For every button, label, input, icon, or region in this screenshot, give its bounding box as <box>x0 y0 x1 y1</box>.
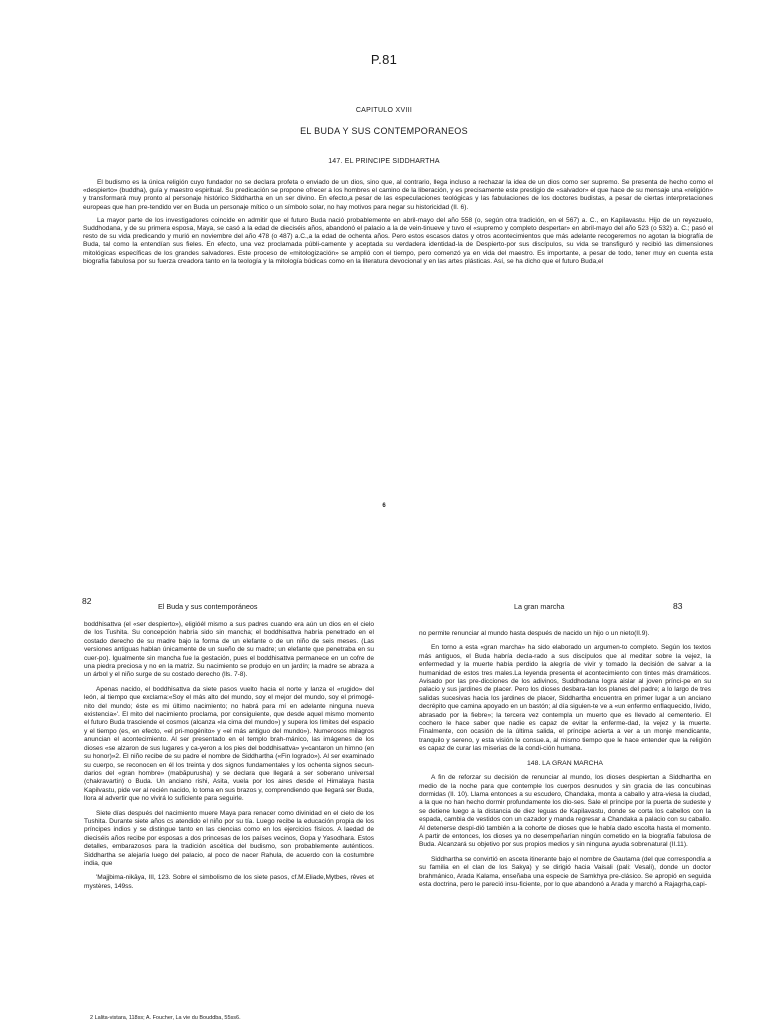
paragraph: El budismo es la única religión cuyo fundador no se declara profeta o enviado de un dios, sino que, al contrario, llega incluso a rechazar la idea de un dios como ser supremo. Se presenta de hecho como el «despierto» (buddha), guía y maestro espiritual. Su predicación se propone ofrecer a los hombres el camino de la liberación, y es precisamente este prestigio de «salvador» el que hace de su mensaje una «religión» y transformará muy pronto al personaje histórico Siddhartha en un ser divino. En efecto,a pesar de las especulaciones teológicas y las fabulaciones de los doctores budistas, a pesar de ciertas interpretaciones europeas que han pre-tendido ver en Buda un personaje mítico o un símbolo solar, no hay motivos para negar su historicidad (II. 6). <box>83 179 713 211</box>
top-body-text <box>83 179 713 271</box>
section-title: 148. LA GRAN MARCHA <box>527 759 603 767</box>
paragraph: Siete días después del nacimiento muere Maya para renacer como divinidad en el cielo de los Tushita. Durante siete años cs atendido el niño por su tía. Luego recibe la educación propia de los príncipes indios y se distingue tanto en las ciencias como en los ejercicios físicos. A laedad de dieciséis años recibe por esposas a dos princesas de los países vecinos, Gopa y Yasodhara. Estos detalles, embarazosos para la tradición ascética del budismo, son probablemente auténticos. Siddhartha se alejaría luego del palacio, al poco de nacer Rahula, de acuerdo con la costumbre india, que <box>84 809 374 867</box>
paragraph: La mayor parte de los investigadores coincide en admitir que el futuro Buda nació probablemente en abril-mayo del año 558 (o, según otra tradición, en el 567) a. C., en Kapilavastu. Hijo de un reyezuelo, Suddhodana, y de su primera esposa, Maya, se casó a la edad de dieciséis años, abandonó el palacio a la de vein-tinueve y tuvo el «supremo y completo despertar» en abril-mayo del año 523 (o 532) a. C.; pasó el resto de su vida predicando y murió en noviembre del año 478 (o 487) a.C.,a la edad de ochenta años. Pero estos escasos datos y otros acontecimientos que más adelante recogeremos no agotan la biografía de Buda, tal como la entendían sus fieles. En efecto, una vez proclamada públi-camente y aceptada su verdadera identidad-la de Despierto-por sus discípulos, su vida se transfiguró y recibió las dimensiones mitológicas específicas de los grandes salvadores. Este proceso de «mitologización» se amplió con el tiempo, pero comenzó ya en vida del maestro. Es importante, a pesar de todo, tener muy en cuenta esta biografía fabulosa por su fuerza creadora tanto en la teología y la mitología búdicas como en la literatura devocional y en las artes plásticas. Así, se ha dicho que el futuro Buda,el <box>83 216 713 265</box>
footnote-2: 2 Lalita-vistara, 118ss; A. Foucher, La vie du Bouddba, 55ss6. <box>90 1015 241 1021</box>
left-page-number: 82 <box>82 596 92 606</box>
paragraph: En torno a esta «gran marcha» ha sido elaborado un argumen-to completo. Según los textos más antiguos, el Buda habría decla-rado a sus discípulos que al meditar sobre la vejez, la enfermedad y la muerte había perdido la alegría de vivir y tomado la decisión de salvar a la humanidad de estos tres males.La leyenda presenta el acontecimiento con tintes más dramáticos. Avisado por las pre-dicciones de los adivinos, Suddhodana logra aislar al joven prínci-pe en su palacio y sus jardines de placer. Pero los dioses desbara-tan los planes del padre; a lo largo de tres salidas sucesivas hacia los jardines de placer, Siddhartha encuentra en primer lugar a un anciano decrépito que camina apoyado en un bastón; al día siguien-te ve a «un enfermo enflaquecido, lívido, abrasado por la fiebre»; la tercera vez contempla un muerto que es llevado al cementerio. El cochero le hace saber que nadie es capaz de evitar la enferme-dad, la vejez y la muerte. Finalmente, con ocasión de la última salida, el príncipe acierta a ver a un monje mendicante, tranquilo y sereno, y esta visión le consue.a, al mismo tiempo que le hace entender que la religión es capaz de curar las miserias de la condi-ción humana. <box>419 644 711 753</box>
page-label: P.81 <box>370 52 398 67</box>
paragraph: Siddhartha se convirtió en asceta itinerante bajo el nombre de Gautama (del que correspondía a su familia en el clan de los Sakya) y se dirigió hacia Vaisali (pali: Vesali), donde un doctor brahmánico, Arada Kalama, enseñaba una especie de Samkhya pre-clásico. Se apropió en seguida esta doctrina, pero le pareció insu-ficiente, por lo que abandonó a Arada y marchó a Rajagrha,capi- <box>419 855 711 888</box>
paragraph: Apenas nacido, el boddhisattva da siete pasos vuelto hacia el norte y lanza el «rugido» del león, al tiempo que exclama:«Soy el más alto del mundo, soy el mejor del mundo, soy el primogé-nito del mundo; éste es mi último nacimiento; no habrá para mí en adelante ninguna nueva existencia»'. El mito del nacimiento proclama, por consiguiente, que desde aquel mismo momento el futuro Buda trasciende el cosmos (alcanza «la cima del mundo») y supera los límites del espacio y el tiempo (es, en efecto, «el pri-mogénito» y «el más antiguo del mundo»). Numerosos milagros anuncian el acontecimiento. Al ser presentado en el templo brah-mánico, las imágenes de los dioses «se alzaron de sus lugares y ca-yeron a los pies del boddhisattva» y«cantaron un himno (en su honor)»2. El niño recibe de su padre el nombre de Siddhartha («Fin logrado»). Al ser examinado su cuerpo, se reconocen en él los treinta y dos signos fundamentales y los ochenta signos secun-darios del «gran hombre» (mabāpurusha) y se declara que llegará a ser soberano universal (chakravartin) o Buda. Un anciano rishi, Asita, vuela por los aires desde el Himalaya hasta Kapilvastu, pide ver al recién nacido, lo toma en sus brazos y, comprendiendo que llegará ser Buda, llora al advertir que no vivirá lo suficiente para seguirle. <box>84 685 374 803</box>
footnote-1: 'Majjbima-nikāya, III, 123. Sobre el simbolismo de los siete pasos, cf.M.Eliade,Mytbes, rêves et mystères, 149ss. <box>84 874 374 890</box>
left-column <box>84 621 374 897</box>
paragraph: no permite renunciar al mundo hasta después de nacido un hijo o un nieto(II.9). <box>419 630 650 637</box>
right-page-number: 83 <box>673 601 683 611</box>
left-running-head: El Buda y sus contemporáneos <box>158 602 258 611</box>
chapter-heading: CAPITULO XVIII <box>355 107 413 114</box>
separator-number: 6 <box>382 503 386 509</box>
chapter-title: EL BUDA Y SUS CONTEMPORANEOS <box>300 126 468 136</box>
section-title: 147. EL PRINCIPE SIDDHARTHA <box>328 158 440 165</box>
paragraph: A fin de reforzar su decisión de renunciar al mundo, los dioses despiertan a Siddhartha en medio de la noche para que contemple los cuerpos desnudos y sin gracia de las concubinas dormidas (II. 10). Llama entonces a su escudero, Chandaka, monta a caballo y atra-viesa la ciudad, a la que no han hecho dormir profundamente los dio-ses. Sale el príncipe por la puerta de sudeste y se detiene luego a la distancia de diez leguas de Kapilavastu, donde se corta los cabellos con la espada, cambia de vestidos con un cazador y manda regresar a Chandaka a palacio con su caballo. Al detenerse despi-dió también a la cohorte de dioses que le había dado escolta hasta el momento. A partir de entonces, los dioses ya no desempeñarían ningún cometido en la biografía fabulosa de Buda. Alcanzará su objetivo por sus propios medios y sin ninguna ayuda sobrenatural (II.11). <box>419 774 711 849</box>
right-column <box>419 630 711 895</box>
paragraph: boddhisattva (el «ser despierto»), eligióél mismo a sus padres cuando era aún un dios en el cielo de los Tushita. Su concepción habría sido sin mancha; el boddhisattva habría penetrado en el costado derecho de su madre bajo la forma de un elefante o de un niño de seis meses. (Las versiones antiguas hablan únicamente de un sueño de su madre; un elefante que penetraba en su cuer-po). Igualmente sin mancha fue la gestación, pues el boddhisattva permanece en un cofre de una piedra preciosa y no en la matriz. Su nacimiento se produjo en un jardín; la madre se abraza a un árbol y el niño surge de su costado derecho (lls. 7-8). <box>84 621 374 679</box>
right-running-head: La gran marcha <box>514 602 565 611</box>
